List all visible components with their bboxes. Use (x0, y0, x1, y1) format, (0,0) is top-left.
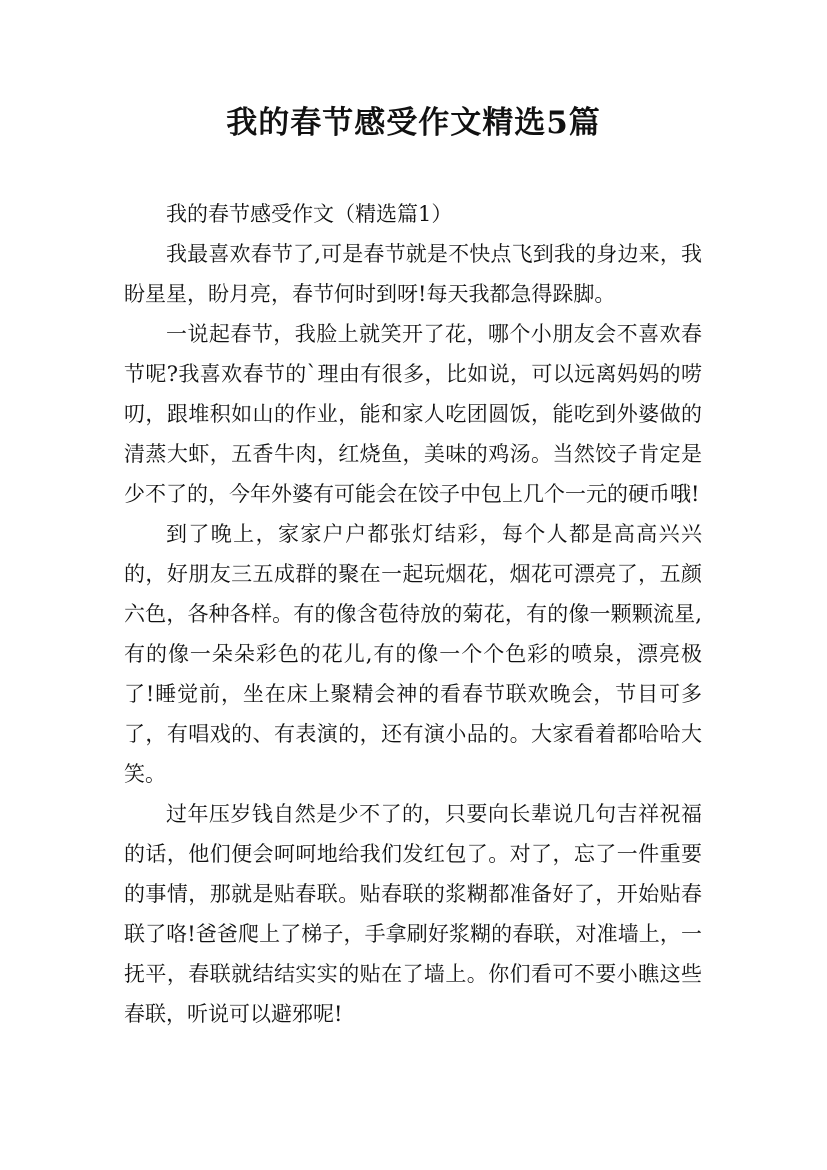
document-title: 我的春节感受作文精选5篇 (226, 105, 601, 141)
paragraph-3: 到了晚上，家家户户都张灯结彩，每个人都是高高兴兴的，好朋友三五成群的聚在一起玩烟花，烟花可漂亮了，五颜六色，各种各样。有的像含苞待放的菊花，有的像一颗颗流星,有的像一朵朵彩色的花儿,有的像一个个色彩的喷泉，漂亮极了!睡觉前，坐在床上聚精会神的看春节联欢晚会，节目可多了，有唱戏的、有表演的，还有演小品的。大家看着都哈哈大笑。 (124, 522, 702, 786)
paragraph-2: 一说起春节，我脸上就笑开了花，哪个小朋友会不喜欢春节呢?我喜欢春节的`理由有很多，比如说，可以远离妈妈的唠叨，跟堆积如山的作业，能和家人吃团圆饭，能吃到外婆做的清蒸大虾，五香牛肉，红烧鱼，美味的鸡汤。当然饺子肯定是少不了的，今年外婆有可能会在饺子中包上几个一元的硬币哦! (124, 322, 702, 506)
document-body (124, 194, 702, 1034)
paragraph-1: 我最喜欢春节了,可是春节就是不快点飞到我的身边来，我盼星星，盼月亮，春节何时到呀!每天我都急得跺脚。 (124, 242, 702, 306)
paragraph-4: 过年压岁钱自然是少不了的，只要向长辈说几句吉祥祝福的话，他们便会呵呵地给我们发红包了。对了，忘了一件重要的事情，那就是贴春联。贴春联的浆糊都准备好了，开始贴春联了咯!爸爸爬上了梯子，手拿刷好浆糊的春联，对准墙上，一抚平，春联就结结实实的贴在了墙上。你们看可不要小瞧这些春联，听说可以避邪呢! (124, 802, 702, 1026)
section-heading: 我的春节感受作文（精选篇1） (166, 202, 453, 226)
